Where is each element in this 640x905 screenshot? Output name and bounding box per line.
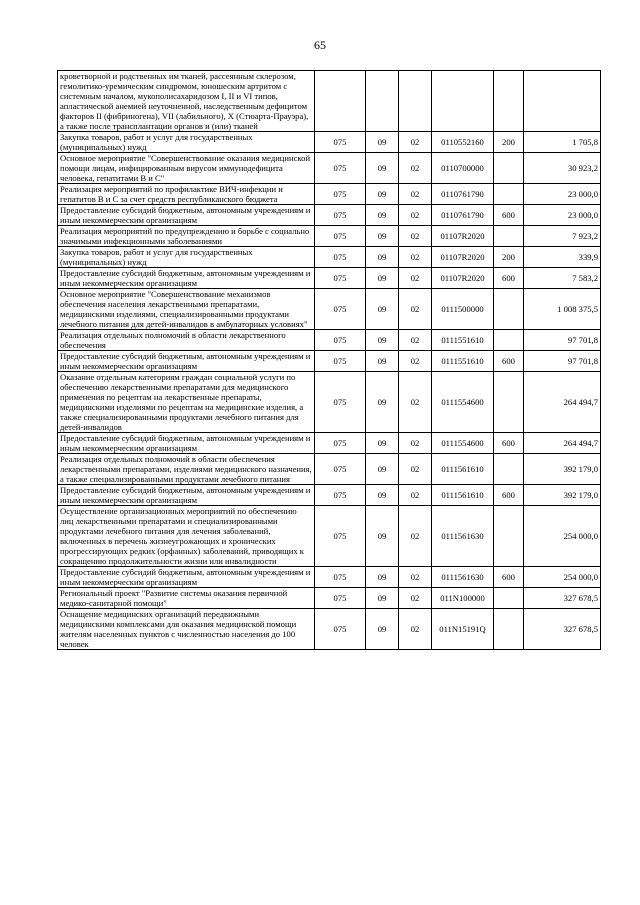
cell-target-article: 0111551610: [432, 351, 494, 372]
cell-expense-type: 600: [494, 268, 524, 289]
cell-grbs-code: 075: [315, 372, 366, 433]
cell-target-article: 0111561610: [432, 485, 494, 506]
cell-subsection-code: 02: [399, 289, 432, 330]
cell-description: Реализация мероприятий по предупреждению и борьбе с социально значимыми инфекционными заболеваниями: [58, 226, 315, 247]
cell-grbs-code: 075: [315, 132, 366, 153]
cell-expense-type: [494, 372, 524, 433]
cell-grbs-code: 075: [315, 588, 366, 609]
cell-expense-type: [494, 184, 524, 205]
table-row: [58, 289, 601, 330]
cell-description: Предоставление субсидий бюджетным, автономным учреждениям и иным некоммерческим организациям: [58, 351, 315, 372]
cell-section-code: 09: [366, 433, 399, 454]
cell-description: Основное мероприятие "Совершенствование механизмов обеспечения населения лекарственными препаратами, медицинскими изделиями, специализированными продуктами лечебного питания для детей-инвалидов в амбулаторных условиях": [58, 289, 315, 330]
cell-subsection-code: 02: [399, 609, 432, 650]
table-row: [58, 506, 601, 567]
cell-description: Предоставление субсидий бюджетным, автономным учреждениям и иным некоммерческим организациям: [58, 485, 315, 506]
cell-subsection-code: 02: [399, 268, 432, 289]
cell-subsection-code: 02: [399, 372, 432, 433]
cell-section-code: 09: [366, 132, 399, 153]
cell-expense-type: 600: [494, 433, 524, 454]
cell-target-article: 0111561610: [432, 454, 494, 485]
cell-grbs-code: 075: [315, 351, 366, 372]
cell-description: Осуществление организационных мероприятий по обеспечению лиц лекарственными препаратами и специализированными продуктами лечебного питания для лечения заболеваний, включенных в перечень жизнеугрожающих и хронических прогрессирующих редких (орфанных) заболеваний, приводящих к сокращению продолжительности жизни или инвалидности: [58, 506, 315, 567]
cell-description: Региональный проект "Развитие системы оказания первичной медико-санитарной помощи": [58, 588, 315, 609]
table-row: [58, 268, 601, 289]
cell-section-code: 09: [366, 567, 399, 588]
table-row: [58, 184, 601, 205]
cell-expense-type: [494, 330, 524, 351]
cell-section-code: 09: [366, 588, 399, 609]
cell-expense-type: [494, 153, 524, 184]
cell-section-code: 09: [366, 226, 399, 247]
cell-subsection-code: 02: [399, 454, 432, 485]
cell-amount: 264 494,7: [524, 372, 601, 433]
cell-description: Закупка товаров, работ и услуг для государственных (муниципальных) нужд: [58, 247, 315, 268]
cell-expense-type: 600: [494, 567, 524, 588]
cell-target-article: 01107R2020: [432, 247, 494, 268]
cell-amount: 339,9: [524, 247, 601, 268]
cell-expense-type: 600: [494, 351, 524, 372]
cell-grbs-code: 075: [315, 506, 366, 567]
table-row: [58, 567, 601, 588]
cell-section-code: 09: [366, 184, 399, 205]
cell-grbs-code: 075: [315, 226, 366, 247]
cell-amount: 254 000,0: [524, 567, 601, 588]
cell-amount: 392 179,0: [524, 454, 601, 485]
table-row: [58, 205, 601, 226]
cell-section-code: [366, 71, 399, 132]
cell-target-article: [432, 71, 494, 132]
cell-section-code: 09: [366, 454, 399, 485]
table-row: [58, 132, 601, 153]
cell-section-code: 09: [366, 330, 399, 351]
cell-expense-type: [494, 71, 524, 132]
cell-section-code: 09: [366, 247, 399, 268]
cell-target-article: 0111500000: [432, 289, 494, 330]
table-row: [58, 609, 601, 650]
cell-description: Реализация мероприятий по профилактике ВИЧ-инфекции и гепатитов B и C за счет средств республиканского бюджета: [58, 184, 315, 205]
page-number: 65: [314, 38, 326, 52]
cell-subsection-code: 02: [399, 588, 432, 609]
cell-grbs-code: 075: [315, 609, 366, 650]
cell-grbs-code: 075: [315, 247, 366, 268]
cell-target-article: 01107R2020: [432, 268, 494, 289]
cell-description: кроветворной и родственных им тканей, рассеянным склерозом, гемолитико-уремическим синдромом, юношеским артритом с системным началом, мукополисахаридозом I, II и VI типов, апластической анемией неуточненной, наследственным дефицитом факторов II (фибриногена), VII (лабильного), X (Стюарта-Прауэра), а также после трансплантации органов и (или) тканей: [58, 71, 315, 132]
cell-subsection-code: 02: [399, 132, 432, 153]
table-row: [58, 351, 601, 372]
cell-description: Оказание отдельным категориям граждан социальной услуги по обеспечению лекарственными препаратами для медицинского применения по рецептам на лекарственные препараты, медицинскими изделиями по рецептам на медицинские изделия, а также специализированными продуктами лечебного питания для детей-инвалидов: [58, 372, 315, 433]
cell-grbs-code: 075: [315, 454, 366, 485]
cell-target-article: 011N100000: [432, 588, 494, 609]
cell-expense-type: [494, 226, 524, 247]
cell-section-code: 09: [366, 506, 399, 567]
cell-target-article: 0110761790: [432, 205, 494, 226]
cell-amount: 97 701,8: [524, 351, 601, 372]
cell-expense-type: 600: [494, 205, 524, 226]
cell-grbs-code: [315, 71, 366, 132]
cell-grbs-code: 075: [315, 567, 366, 588]
cell-grbs-code: 075: [315, 289, 366, 330]
cell-description: Реализация отдельных полномочий в области лекарственного обеспечения: [58, 330, 315, 351]
cell-target-article: 01107R2020: [432, 226, 494, 247]
cell-amount: 23 000,0: [524, 205, 601, 226]
table-row: [58, 588, 601, 609]
cell-expense-type: [494, 506, 524, 567]
cell-subsection-code: 02: [399, 567, 432, 588]
cell-amount: 392 179,0: [524, 485, 601, 506]
cell-target-article: 0111561630: [432, 506, 494, 567]
budget-table: [57, 70, 601, 650]
cell-subsection-code: 02: [399, 433, 432, 454]
cell-grbs-code: 075: [315, 433, 366, 454]
table-row: [58, 153, 601, 184]
cell-grbs-code: 075: [315, 330, 366, 351]
cell-description: Закупка товаров, работ и услуг для государственных (муниципальных) нужд: [58, 132, 315, 153]
cell-target-article: 0111551610: [432, 330, 494, 351]
cell-section-code: 09: [366, 485, 399, 506]
cell-subsection-code: 02: [399, 351, 432, 372]
cell-section-code: 09: [366, 372, 399, 433]
cell-section-code: 09: [366, 289, 399, 330]
cell-amount: 30 923,2: [524, 153, 601, 184]
table-body: [58, 71, 601, 650]
cell-subsection-code: 02: [399, 247, 432, 268]
cell-grbs-code: 075: [315, 268, 366, 289]
cell-target-article: 0110761790: [432, 184, 494, 205]
cell-grbs-code: 075: [315, 205, 366, 226]
cell-target-article: 0111561630: [432, 567, 494, 588]
cell-description: Оснащение медицинских организаций передвижными медицинскими комплексами для оказания медицинской помощи жителям населенных пунктов с численностью населения до 100 человек: [58, 609, 315, 650]
cell-target-article: 0110552160: [432, 132, 494, 153]
cell-amount: 23 000,0: [524, 184, 601, 205]
table-row: [58, 372, 601, 433]
cell-section-code: 09: [366, 609, 399, 650]
cell-section-code: 09: [366, 205, 399, 226]
cell-subsection-code: 02: [399, 485, 432, 506]
cell-subsection-code: 02: [399, 226, 432, 247]
cell-expense-type: [494, 454, 524, 485]
cell-target-article: 0111554600: [432, 372, 494, 433]
cell-amount: 327 678,5: [524, 609, 601, 650]
cell-section-code: 09: [366, 153, 399, 184]
cell-subsection-code: [399, 71, 432, 132]
table-row: [58, 433, 601, 454]
cell-section-code: 09: [366, 268, 399, 289]
cell-description: Предоставление субсидий бюджетным, автономным учреждениям и иным некоммерческим организациям: [58, 268, 315, 289]
cell-section-code: 09: [366, 351, 399, 372]
cell-amount: [524, 71, 601, 132]
cell-target-article: 0111554600: [432, 433, 494, 454]
table-row: [58, 247, 601, 268]
cell-expense-type: 200: [494, 247, 524, 268]
cell-description: Основное мероприятие "Совершенствование оказания медицинской помощи лицам, инфицированным вирусом иммунодефицита человека, гепатитами B и C": [58, 153, 315, 184]
cell-target-article: 0110700000: [432, 153, 494, 184]
cell-subsection-code: 02: [399, 205, 432, 226]
table-row: [58, 330, 601, 351]
cell-description: Предоставление субсидий бюджетным, автономным учреждениям и иным некоммерческим организациям: [58, 433, 315, 454]
table-row: [58, 226, 601, 247]
table-row: [58, 454, 601, 485]
cell-amount: 7 583,2: [524, 268, 601, 289]
cell-subsection-code: 02: [399, 184, 432, 205]
cell-description: Предоставление субсидий бюджетным, автономным учреждениям и иным некоммерческим организациям: [58, 205, 315, 226]
cell-subsection-code: 02: [399, 153, 432, 184]
cell-amount: 327 678,5: [524, 588, 601, 609]
cell-grbs-code: 075: [315, 485, 366, 506]
table-row: [58, 71, 601, 132]
cell-expense-type: 600: [494, 485, 524, 506]
cell-grbs-code: 075: [315, 153, 366, 184]
cell-amount: 7 923,2: [524, 226, 601, 247]
cell-amount: 1 705,8: [524, 132, 601, 153]
cell-amount: 97 701,8: [524, 330, 601, 351]
cell-description: Предоставление субсидий бюджетным, автономным учреждениям и иным некоммерческим организациям: [58, 567, 315, 588]
cell-subsection-code: 02: [399, 330, 432, 351]
cell-amount: 1 008 375,5: [524, 289, 601, 330]
cell-amount: 264 494,7: [524, 433, 601, 454]
cell-description: Реализация отдельных полномочий в области обеспечения лекарственными препаратами, изделиями медицинского назначения, а также специализированными продуктами лечебного питания: [58, 454, 315, 485]
cell-expense-type: 200: [494, 132, 524, 153]
cell-expense-type: [494, 289, 524, 330]
table-row: [58, 485, 601, 506]
cell-expense-type: [494, 588, 524, 609]
cell-amount: 254 000,0: [524, 506, 601, 567]
cell-grbs-code: 075: [315, 184, 366, 205]
cell-expense-type: [494, 609, 524, 650]
cell-target-article: 011N15191Q: [432, 609, 494, 650]
cell-subsection-code: 02: [399, 506, 432, 567]
